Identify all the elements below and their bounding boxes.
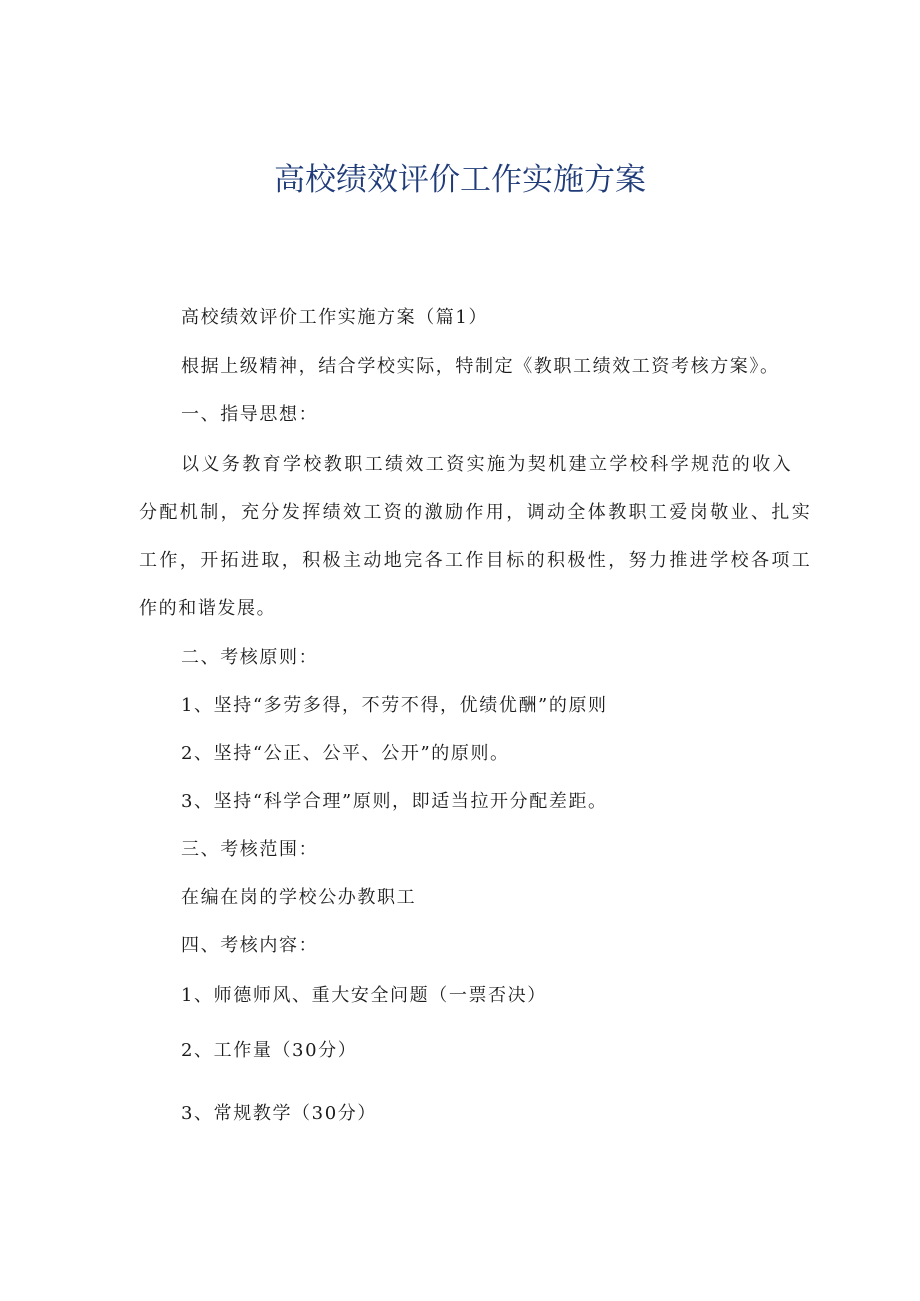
paragraph-intro: 根据上级精神，结合学校实际，特制定《教职工绩效工资考核方案》。: [181, 356, 780, 377]
section-heading-content: 四、考核内容：: [181, 935, 319, 956]
list-item: 2、坚持“公正、公平、公开”的原则。: [181, 743, 510, 764]
section-heading-scope: 三、考核范围：: [181, 839, 319, 860]
paragraph-line: 工作，开拓进取，积极主动地完各工作目标的积极性，努力推进学校各项工: [139, 550, 813, 571]
list-item: 3、坚持“科学合理”原则，即适当拉开分配差距。: [181, 791, 608, 812]
paragraph-line: 分配机制，充分发挥绩效工资的激励作用，调动全体教职工爱岗敬业、扎实: [139, 502, 813, 523]
paragraph-line: 作的和谐发展。: [139, 598, 277, 619]
document-title: 高校绩效评价工作实施方案: [274, 162, 646, 198]
list-item: 3、常规教学（30分）: [181, 1103, 377, 1124]
section-heading-principles: 二、考核原则：: [181, 647, 319, 668]
section-heading-guiding-thought: 一、指导思想：: [181, 404, 319, 425]
list-item: 1、师德师风、重大安全问题（一票否决）: [181, 985, 547, 1006]
list-item: 2、工作量（30分）: [181, 1040, 358, 1061]
paragraph-scope: 在编在岗的学校公办教职工: [181, 887, 417, 908]
paragraph-line: 以义务教育学校教职工绩效工资实施为契机建立学校科学规范的收入: [181, 454, 793, 475]
paragraph-subtitle: 高校绩效评价工作实施方案（篇1）: [181, 307, 489, 328]
list-item: 1、坚持“多劳多得，不劳不得，优绩优酬”的原则: [181, 695, 608, 716]
